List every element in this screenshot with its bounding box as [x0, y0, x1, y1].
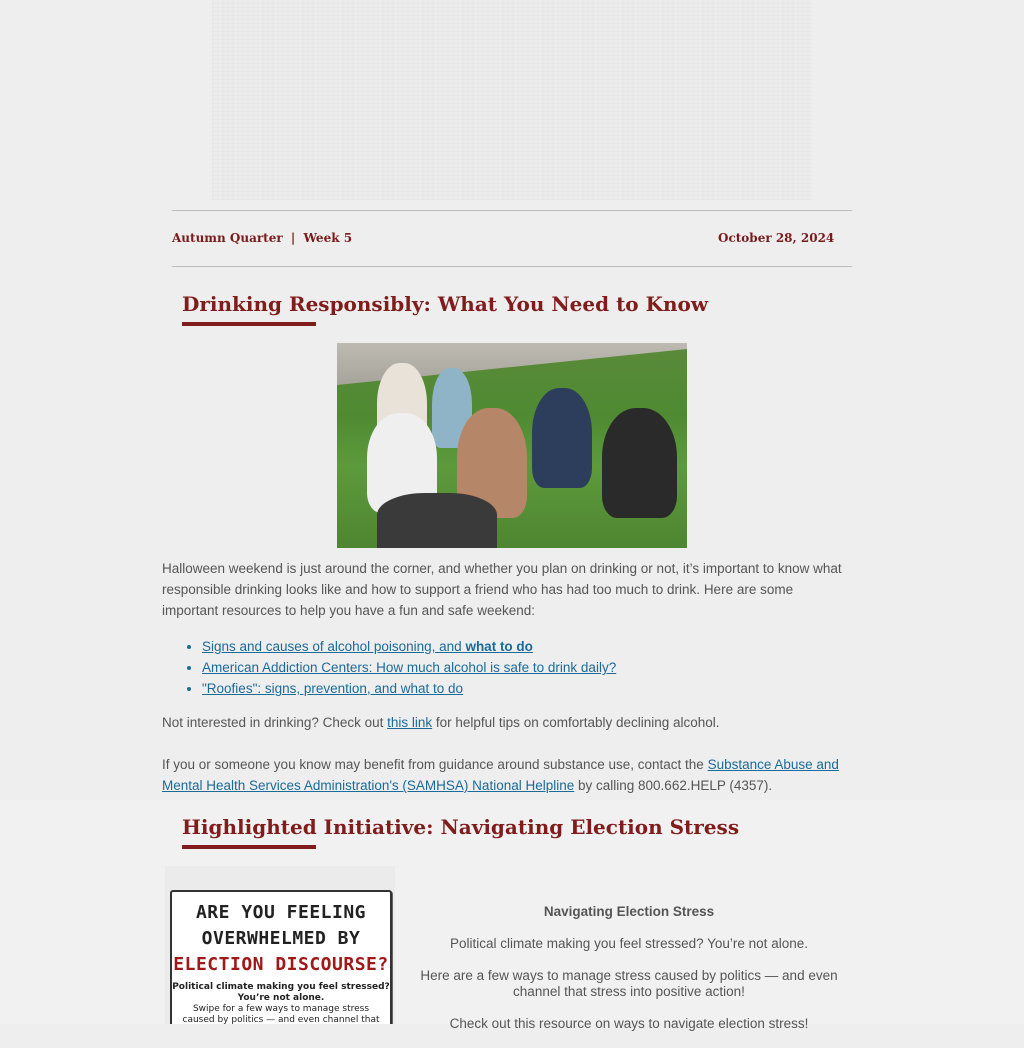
poster-subtext: caused by politics — and even channel that	[182, 1015, 380, 1024]
list-item	[202, 636, 616, 657]
issue-date: October 28, 2024	[718, 231, 835, 245]
poster-subtext: Political climate making you feel stressed?	[172, 982, 390, 992]
initiative-paragraph: Political climate making you feel stressed? You’re not alone.	[450, 936, 808, 951]
issue-info	[172, 231, 352, 245]
list-item	[202, 678, 616, 699]
samhsa-helpline-link[interactable]: Substance Abuse and Mental Health Services Administration's (SAMHSA) National Helpline	[162, 757, 839, 793]
divider-bottom	[172, 266, 852, 267]
article-title-election: Highlighted Initiative: Navigating Election Stress	[182, 815, 740, 839]
declining-tips-link[interactable]: this link	[387, 715, 433, 730]
poster-subtext: You’re not alone.	[237, 993, 325, 1003]
drinking-intro: Halloween weekend is just around the corner, and whether you plan on drinking or not, it’s important to know what responsible drinking looks like and how to support a friend who has had too much to drink. Here are some important resources to help you have a fun and safe weekend:	[162, 561, 842, 618]
poster-line: ARE YOU FEELING	[195, 902, 367, 923]
students-on-lawn-photo	[337, 343, 687, 548]
title-underline	[182, 322, 316, 326]
roofies-link[interactable]: "Roofies": signs, prevention, and what to do	[202, 681, 463, 696]
header-banner	[212, 0, 812, 200]
week-label: Week 5	[303, 231, 353, 245]
initiative-heading: Navigating Election Stress	[543, 904, 715, 919]
divider-top	[172, 210, 852, 211]
initiative-text	[410, 904, 848, 1048]
helpline-paragraph: If you or someone you know may benefit from guidance around substance use, contact the Substance Abuse and Mental Health Services Administration's (SAMHSA) National Helpline by calling 800.662.HELP (4357).	[162, 757, 839, 793]
initiative-paragraph: Check out this resource on ways to navigate election stress!	[449, 1016, 809, 1031]
election-stress-poster[interactable]	[165, 866, 395, 1024]
quarter-label: Autumn Quarter	[172, 231, 283, 245]
list-item	[202, 657, 616, 678]
poster-line: OVERWHELMED BY	[201, 928, 361, 949]
poster-subtext: Swipe for a few ways to manage stress	[192, 1004, 370, 1014]
article-title-drinking: Drinking Responsibly: What You Need to Know	[182, 292, 709, 316]
poster-card	[170, 890, 392, 1024]
resource-list	[162, 636, 616, 699]
alcohol-poisoning-link[interactable]: Signs and causes of alcohol poisoning, and what to do	[202, 639, 533, 654]
issue-separator: |	[290, 231, 296, 245]
poster-line-highlight: ELECTION DISCOURSE?	[173, 954, 389, 975]
initiative-paragraph: Here are a few ways to manage stress caused by politics — and even channel that stress into positive action!	[420, 968, 838, 999]
declining-paragraph: Not interested in drinking? Check out this link for helpful tips on comfortably declining alcohol.	[162, 715, 720, 730]
title-underline	[182, 845, 316, 849]
addiction-centers-link[interactable]: American Addiction Centers: How much alcohol is safe to drink daily?	[202, 660, 617, 675]
